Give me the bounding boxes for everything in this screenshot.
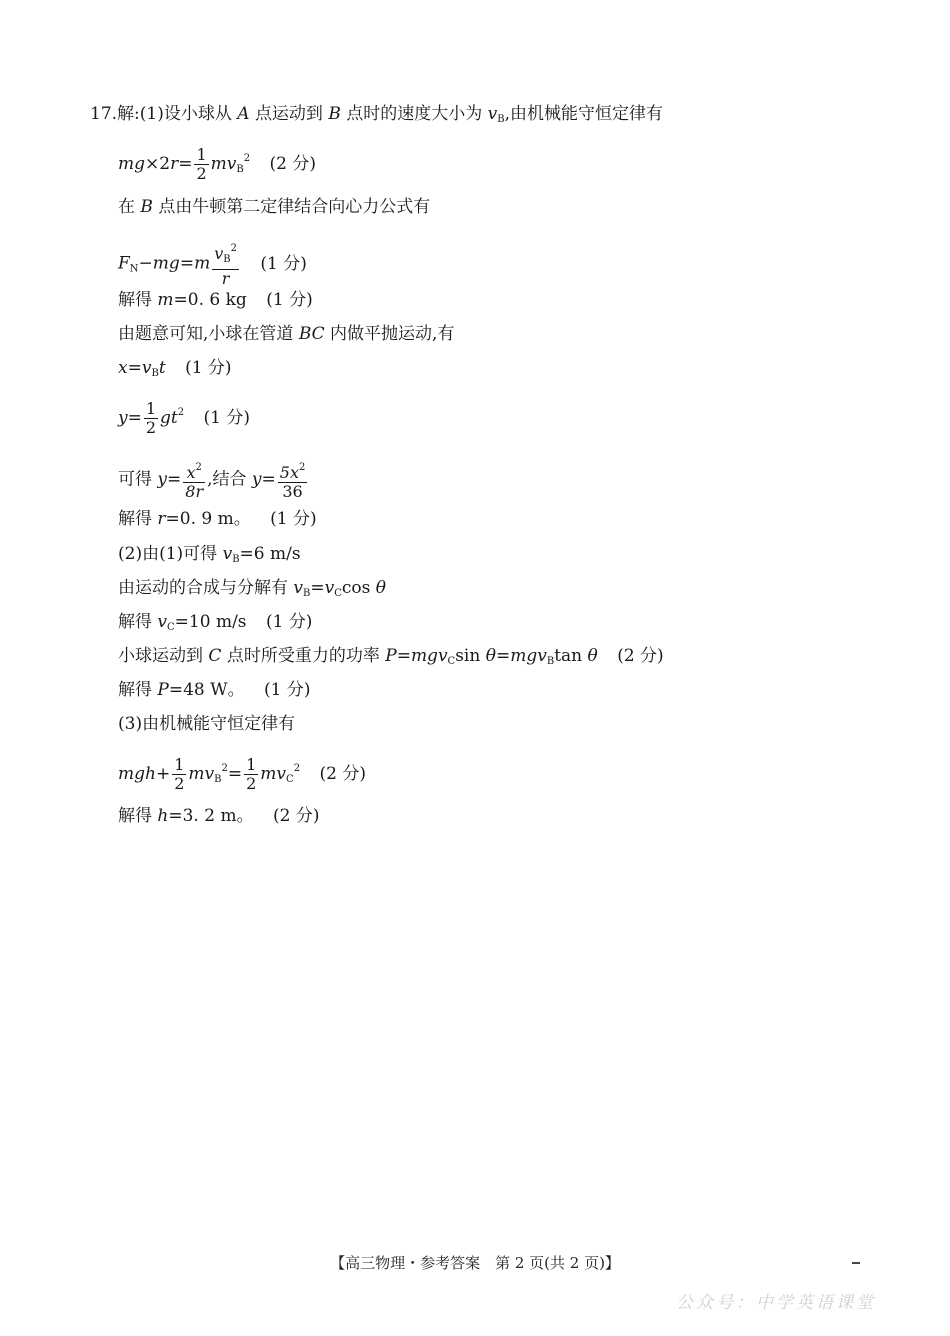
problem-17-intro — [90, 103, 663, 131]
segment-bc: BC — [298, 324, 325, 344]
text: 内做平抛运动,有 — [330, 324, 455, 344]
result-height — [118, 805, 319, 827]
point-b: B — [328, 104, 341, 124]
energy-equation-2 — [118, 756, 366, 793]
eq-term: v — [324, 578, 335, 598]
superscript: 2 — [293, 763, 301, 774]
text: (2)由(1)可得 — [118, 544, 218, 564]
fraction — [194, 146, 208, 183]
function: tan — [554, 646, 583, 666]
angle-theta: θ — [375, 578, 387, 598]
eq-term: x — [186, 463, 196, 482]
eq-term: y — [157, 469, 168, 490]
projectile-intro — [118, 323, 454, 345]
text: 解得 — [118, 680, 152, 700]
eq-term: y — [251, 469, 262, 490]
vertical-equation — [118, 400, 250, 437]
function: cos — [341, 578, 371, 598]
subscript: B — [236, 164, 244, 175]
intro-text: 17.解:(1)设小球从 — [90, 104, 232, 124]
subscript: B — [223, 254, 231, 265]
eq-sign: = — [227, 764, 243, 784]
function: sin — [455, 646, 481, 666]
newton-intro — [118, 196, 430, 218]
score-label: (1 分) — [266, 290, 313, 310]
denominator: r — [212, 269, 239, 288]
denominator: 2 — [246, 774, 257, 793]
point-c: C — [208, 646, 222, 666]
trajectory-equation — [118, 459, 309, 501]
force-equation — [118, 240, 307, 288]
text: 在 — [118, 197, 135, 217]
numerator: 1 — [246, 755, 257, 774]
score-label: (2 分) — [272, 806, 320, 826]
denominator: 8r — [185, 482, 204, 501]
fraction — [172, 756, 186, 793]
subscript: B — [151, 368, 159, 379]
part3-intro — [118, 713, 295, 735]
value: =0. 6 kg — [173, 290, 247, 310]
numerator: 1 — [196, 145, 207, 164]
text: 由运动的合成与分解有 — [118, 578, 288, 598]
denominator: 2 — [196, 164, 207, 183]
numerator: 1 — [174, 755, 185, 774]
denominator: 2 — [174, 774, 185, 793]
text: 小球运动到 — [118, 646, 203, 666]
subscript: C — [334, 588, 342, 599]
text: 由题意可知,小球在管道 — [118, 324, 294, 344]
score-label: (2 分) — [269, 154, 317, 174]
eq-sign: = — [261, 469, 276, 490]
subscript: C — [447, 656, 456, 667]
value: =10 m/s — [174, 612, 247, 632]
eq-term: h — [157, 806, 169, 826]
velocity-symbol: v — [487, 104, 498, 124]
subscript: B — [303, 588, 311, 599]
text: 可得 — [118, 469, 152, 490]
score-label: (1 分) — [265, 612, 313, 632]
value: =3. 2 m。 — [168, 806, 254, 826]
fraction — [212, 240, 239, 288]
corner-mark — [852, 1262, 860, 1264]
superscript: 2 — [298, 462, 306, 473]
text: (3)由机械能守恒定律有 — [118, 714, 296, 734]
score-label: (1 分) — [270, 509, 317, 529]
fraction — [244, 756, 258, 793]
score-label: (1 分) — [260, 253, 307, 274]
fraction — [183, 459, 205, 501]
value: =48 W。 — [168, 680, 245, 700]
score-label: (2 分) — [617, 646, 664, 666]
text: ,结合 — [207, 469, 247, 490]
watermark: 公众号：中学英语课堂 — [676, 1293, 876, 1313]
superscript: 2 — [221, 763, 228, 774]
value: =0. 9 m。 — [165, 509, 251, 529]
eq-term: mgh — [118, 764, 156, 784]
part2-vb — [118, 543, 301, 571]
eq-term: v — [157, 612, 168, 632]
velocity-decomposition — [118, 577, 386, 605]
intro-text-4: ,由机械能守恒定律有 — [504, 104, 664, 124]
eq-sign: = — [127, 358, 142, 378]
score-label: (1 分) — [264, 680, 311, 700]
eq-term: 5x — [279, 463, 299, 482]
eq-term: m — [157, 290, 174, 310]
fraction — [144, 400, 158, 437]
point-b: B — [140, 197, 153, 217]
subscript: B — [214, 774, 222, 785]
score-label: (2 分) — [319, 764, 366, 784]
intro-text-3: 点时的速度大小为 — [346, 104, 483, 124]
eq-sign: = — [167, 469, 182, 490]
power-equation — [118, 645, 664, 673]
text: 解得 — [118, 290, 152, 310]
fraction — [278, 459, 308, 501]
result-mass — [118, 289, 313, 311]
eq-term: mv — [260, 764, 287, 784]
eq-sign: = — [495, 646, 511, 666]
eq-term: mg — [152, 253, 180, 274]
eq-sign: = — [127, 408, 142, 428]
angle-theta: θ — [485, 646, 496, 666]
eq-sign: = — [178, 154, 193, 174]
eq-term: P — [385, 646, 397, 666]
superscript: 2 — [195, 462, 202, 473]
eq-term: F — [118, 253, 130, 274]
velocity-subscript: B — [497, 114, 505, 125]
eq-term: v — [293, 578, 304, 598]
eq-sign: − — [138, 253, 153, 274]
superscript: 2 — [243, 153, 251, 164]
page-footer: 【高三物理・参考答案 第 2 页(共 2 页)】 — [330, 1254, 620, 1272]
numerator: 1 — [145, 399, 157, 418]
result-vc — [118, 611, 312, 639]
score-label: (1 分) — [203, 408, 251, 428]
subscript: C — [167, 622, 175, 633]
eq-sign: = — [310, 578, 325, 598]
energy-equation-1 — [118, 146, 316, 183]
eq-term: x — [118, 358, 128, 378]
eq-term: mgv — [510, 646, 547, 666]
horizontal-equation — [118, 357, 232, 385]
intro-text-2: 点运动到 — [254, 104, 323, 124]
subscript: B — [232, 554, 240, 565]
eq-term: v — [214, 244, 224, 263]
numerator — [278, 459, 308, 482]
subscript: N — [129, 263, 139, 275]
subscript: B — [546, 656, 555, 667]
text: 解得 — [118, 612, 152, 632]
eq-term: mgv — [410, 646, 448, 666]
result-radius — [118, 508, 317, 530]
superscript: 2 — [230, 243, 237, 254]
denominator: 36 — [278, 482, 308, 501]
eq-term: mv — [210, 154, 237, 174]
superscript: 2 — [177, 407, 185, 418]
eq-sign: = — [396, 646, 411, 666]
denominator: 2 — [145, 418, 157, 437]
eq-sign: = — [179, 253, 195, 274]
value: =6 m/s — [239, 544, 301, 564]
eq-term: v — [141, 358, 152, 378]
text: 点由牛顿第二定律结合向心力公式有 — [158, 197, 431, 217]
text: 点时所受重力的功率 — [226, 646, 380, 666]
eq-term: P — [157, 680, 169, 700]
text: 解得 — [118, 509, 152, 529]
eq-term: r — [157, 509, 166, 529]
subscript: C — [286, 774, 294, 785]
eq-term: mg — [118, 154, 146, 174]
eq-term: r — [170, 154, 179, 174]
numerator — [212, 240, 239, 269]
text: 解得 — [118, 806, 152, 826]
score-label: (1 分) — [185, 358, 232, 378]
eq-term: ×2 — [145, 154, 171, 174]
eq-term: m — [194, 253, 211, 274]
eq-term: gt — [160, 408, 178, 428]
point-a: A — [237, 104, 250, 124]
eq-term: y — [118, 408, 128, 428]
eq-term: v — [222, 544, 233, 564]
eq-term: t — [158, 358, 166, 378]
eq-term: mv — [188, 764, 215, 784]
eq-sign: + — [155, 764, 171, 784]
result-power — [118, 679, 311, 701]
angle-theta: θ — [587, 646, 598, 666]
numerator — [183, 459, 205, 482]
